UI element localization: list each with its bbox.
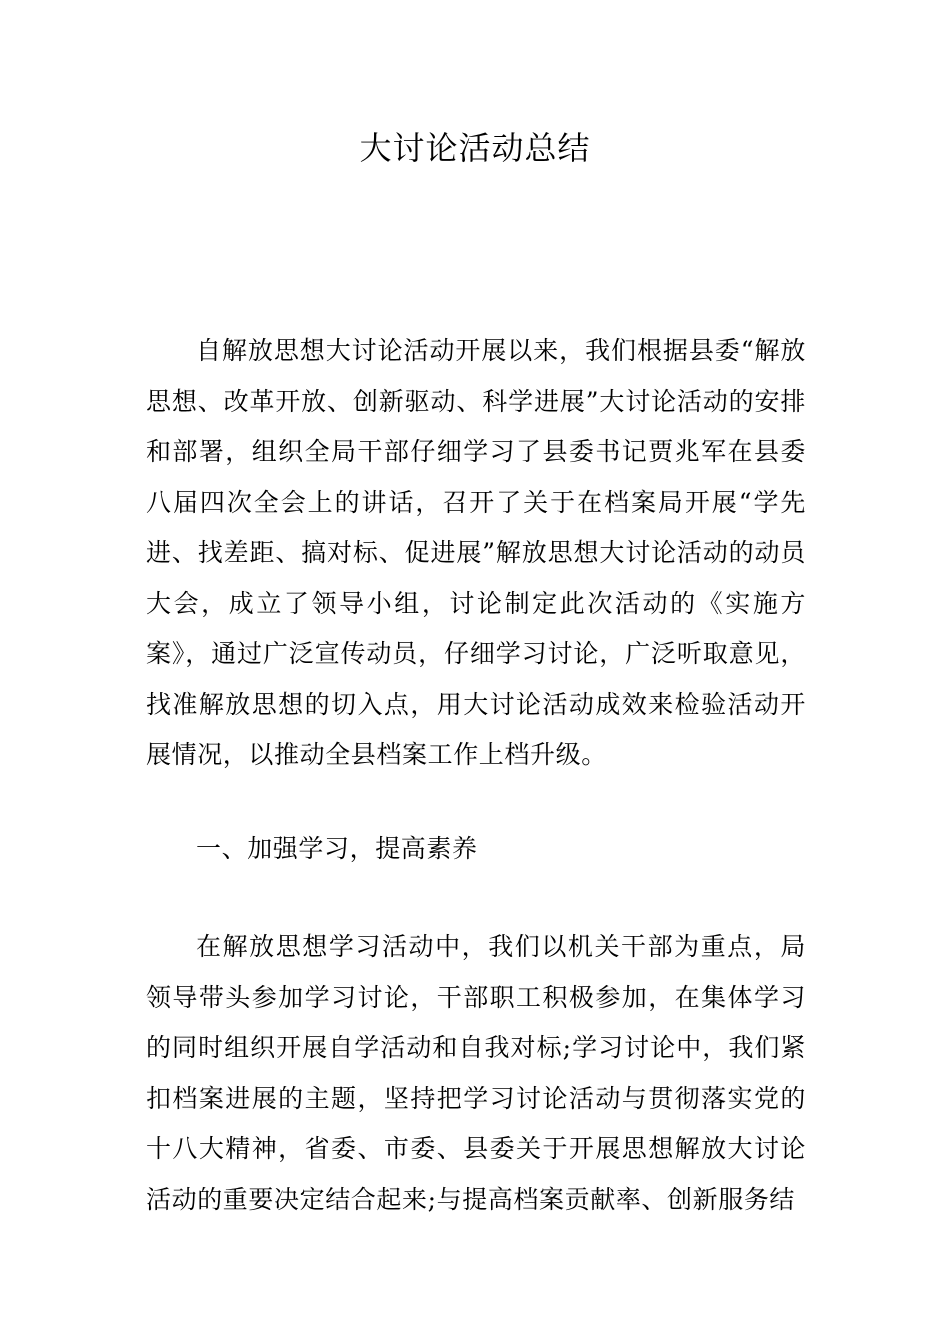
section-paragraph: 在解放思想学习活动中，我们以机关干部为重点，局领导带头参加学习讨论，干部职工积极参加，在集体学习的同时组织开展自学活动和自我对标;学习讨论中，我们紧扣档案进展的主题，坚持把学习讨论活动与贯彻落实党的十八大精神，省委、市委、县委关于开展思想解放大讨论活动的重要决定结合起来;与提高档案贡献率、创新服务结 [146, 932, 806, 1214]
intro-paragraph: 自解放思想大讨论活动开展以来，我们根据县委“解放思想、改革开放、创新驱动、科学进展”大讨论活动的安排和部署，组织全局干部仔细学习了县委书记贾兆军在县委八届四次全会上的讲话，召开了关于在档案局开展“学先进、找差距、搞对标、促进展”解放思想大讨论活动的动员大会，成立了领导小组，讨论制定此次活动的《实施方案》，通过广泛宣传动员，仔细学习讨论，广泛听取意见，找准解放思想的切入点，用大讨论活动成效来检验活动开展情况，以推动全县档案工作上档升级。 [146, 336, 806, 769]
document-title: 大讨论活动总结 [359, 129, 591, 167]
section-heading: 一、加强学习，提高素养 [196, 834, 478, 863]
